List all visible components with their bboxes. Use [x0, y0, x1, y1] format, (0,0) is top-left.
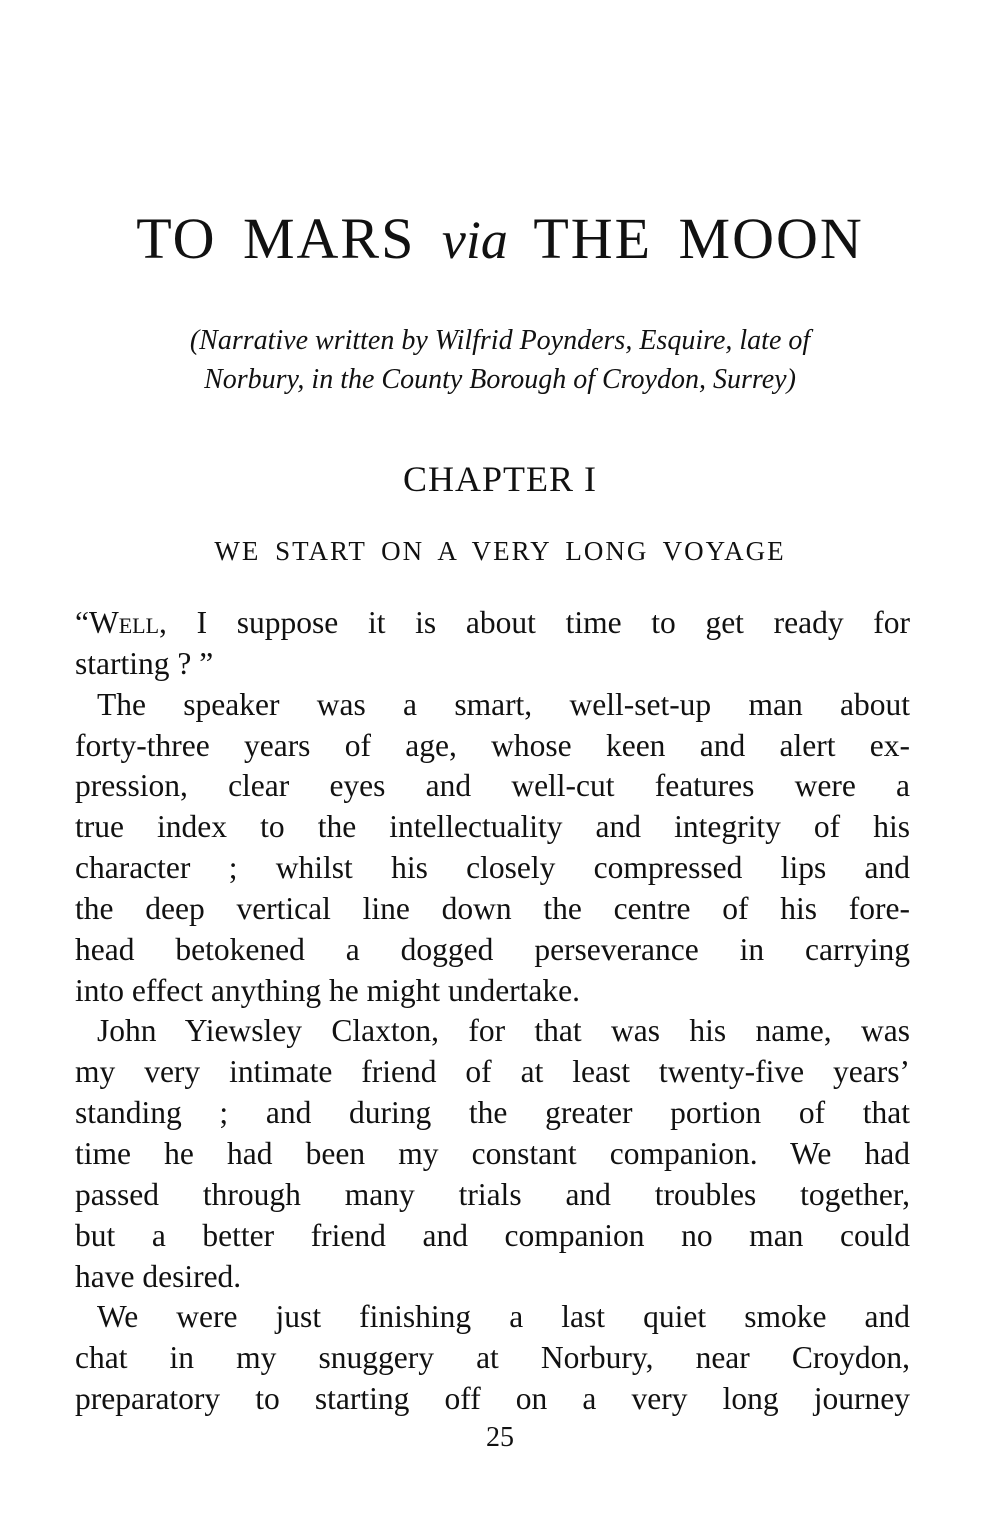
chapter-heading: CHAPTER I [402, 459, 597, 499]
title-part: TO MARS [136, 206, 416, 271]
text-line: time he had been my constant companion. We had [75, 1135, 910, 1171]
page-number: 25 [486, 1422, 514, 1453]
text-line: The speaker was a smart, well-set-up man about [97, 686, 910, 722]
text-line [75, 603, 910, 644]
text-line: have desired. [75, 1258, 242, 1294]
text-line: my very intimate friend of at least twenty-five years’ [75, 1054, 910, 1090]
open-quote: “ [75, 605, 89, 640]
text-line: true index to the intellectuality and integrity of his [75, 809, 910, 845]
text-line: the deep vertical line down the centre of his fore- [75, 890, 910, 926]
text-line: into effect anything he might undertake. [75, 972, 581, 1008]
first-word: Well [88, 605, 160, 640]
title-italic-part: via [441, 210, 508, 270]
text-line: We were just finishing a last quiet smoke and [97, 1299, 910, 1335]
text-line: forty-three years of age, whose keen and alert ex- [75, 727, 910, 763]
text-line: preparatory to starting off on a very long journey [75, 1381, 910, 1417]
subtitle-line-2: Norbury, in the County Borough of Croydon, Surrey) [204, 364, 796, 395]
first-line-rest: , I suppose it is about time to get ready for [159, 605, 910, 640]
body-text [75, 603, 910, 1420]
text-line: John Yiewsley Claxton, for that was his name, was [97, 1013, 910, 1049]
chapter-subheading: WE START ON A VERY LONG VOYAGE [214, 536, 786, 566]
text-line: chat in my snuggery at Norbury, near Croydon, [75, 1340, 910, 1376]
text-line: character ; whilst his closely compressed lips and [75, 850, 910, 886]
book-title [0, 205, 1000, 272]
text-line: starting ? ” [75, 645, 214, 681]
text-line: pression, clear eyes and well-cut features were a [75, 768, 910, 804]
text-line: head betokened a dogged perseverance in carrying [75, 931, 910, 967]
text-line: but a better friend and companion no man could [75, 1217, 910, 1253]
title-part: THE MOON [533, 206, 864, 271]
text-line: passed through many trials and troubles together, [75, 1176, 910, 1212]
subtitle-line-1: (Narrative written by Wilfrid Poynders, Esquire, late of [189, 325, 811, 356]
text-line: standing ; and during the greater portion of that [75, 1095, 910, 1131]
